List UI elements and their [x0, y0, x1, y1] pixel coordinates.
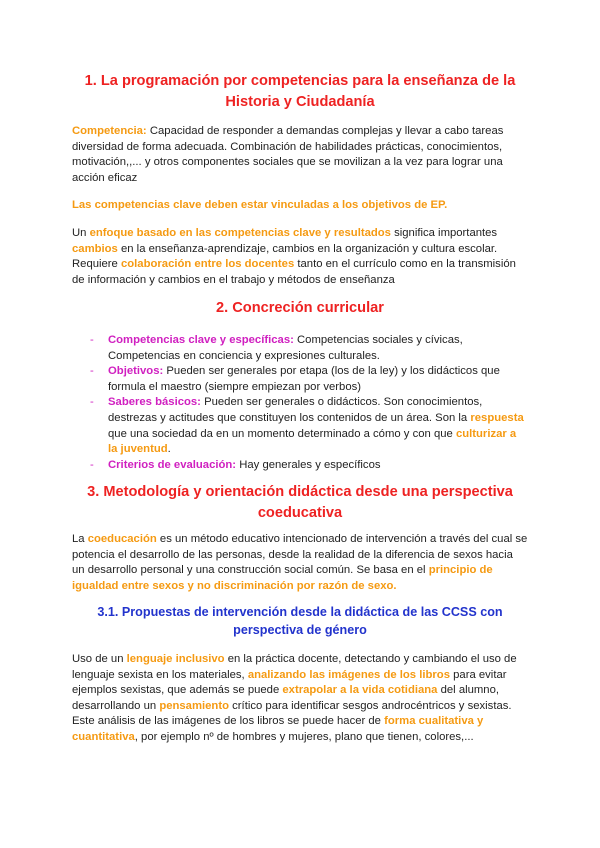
coeducacion-paragraph: [72, 532, 528, 594]
enfoque-highlight-2: cambios: [72, 242, 118, 255]
criterios-text: Hay generales y específicos: [236, 458, 381, 471]
curricular-elements-list: [72, 333, 528, 473]
key-competences-text: Las competencias clave deben estar vinculadas a los objetivos de EP.: [72, 199, 448, 211]
list-bullet: -: [90, 458, 94, 471]
objetivos-text: Pueden ser generales por etapa (los de la ley) y los didácticos que formula el maestro (siempre empiezan por verbos): [108, 365, 500, 393]
list-bullet: -: [90, 396, 94, 409]
section1-title-line1: 1. La programación por competencias para la enseñanza de la: [84, 73, 516, 89]
intervention-highlight-5: forma cualitativa y cuantitativa: [72, 715, 484, 743]
key-competences-statement: [72, 198, 528, 214]
saberes-text-3: .: [167, 443, 171, 456]
intervention-highlight-2: analizando las imágenes de los libros: [247, 668, 450, 681]
competencia-paragraph: [72, 124, 528, 186]
intervention-paragraph: [72, 652, 528, 746]
subsection-title-line1: 3.1. Propuestas de intervención desde la didáctica de las CCSS con: [97, 605, 503, 619]
intervention-text-3: para evitar ejemplos sexistas, que además se puede: [72, 668, 507, 697]
saberes-term: Saberes básicos:: [108, 396, 201, 409]
criterios-term: Criterios de evaluación:: [108, 458, 237, 471]
section1-heading: [72, 71, 528, 113]
section3-heading: [72, 482, 528, 524]
enfoque-text-2: significa importantes: [390, 227, 498, 239]
list-bullet: -: [90, 334, 94, 346]
section3-title-line2: coeducativa: [257, 505, 343, 521]
intervention-text-2: en la práctica docente, detectando y cambiando el uso de lenguaje sexista en los materiales,: [72, 653, 517, 681]
enfoque-text-1: Un: [72, 227, 90, 239]
objetivos-term: Objetivos:: [108, 365, 164, 378]
subsection-title-line2: perspectiva de género: [233, 623, 367, 637]
coeducacion-text-2: es un método educativo intencionado de intervención a través del cual se potencia el desarrollo de las personas, desde la realidad de la diferencia de sexos hacia un desarrollo personal y una construcción social común. Se basa en el: [72, 533, 528, 577]
coeducacion-highlight-1: coeducación: [87, 533, 157, 545]
subsection-3-1-heading: [72, 603, 528, 639]
saberes-highlight-1: respuesta: [470, 411, 524, 424]
list-item: [72, 364, 528, 395]
intervention-text-6: , por ejemplo nº de hombres y mujeres, plano que tienen, colores,...: [134, 730, 474, 743]
enfoque-paragraph: [72, 226, 528, 288]
enfoque-text-3: en la enseñanza-aprendizaje, cambios en la organización y cultura escolar. Requiere: [72, 242, 498, 271]
saberes-text-2: que una sociedad da en un momento determinado a cómo y con que: [108, 427, 456, 440]
competencia-definition: Capacidad de responder a demandas complejas y llevar a cabo tareas diversidad de forma adecuada. Combinación de habilidades prácticas, conocimientos, motivación,,... y otros componentes sociales que se movilizan a la vez para lograr una acción eficaz: [72, 125, 504, 184]
competencias-term: Competencias clave y específicas:: [108, 334, 294, 346]
list-bullet: -: [90, 365, 94, 378]
intervention-text-4: del alumno, desarrollando un: [72, 684, 500, 712]
intervention-text-5: crítico para identificar sesgos androcéntricos y sexistas. Este análisis de las imágenes de los libros se puede hacer de: [72, 699, 512, 728]
intervention-highlight-3: extrapolar a la vida cotidiana: [282, 684, 438, 697]
enfoque-highlight-1: enfoque basado en las competencias clave y resultados: [89, 227, 391, 239]
list-item: [72, 333, 528, 364]
section2-heading: [72, 298, 528, 319]
list-item: [72, 395, 528, 457]
competencia-term: Competencia:: [72, 125, 147, 137]
saberes-highlight-2: culturizar a la juventud: [108, 427, 517, 456]
list-item: [72, 458, 528, 474]
section2-title: 2. Concreción curricular: [216, 300, 384, 316]
saberes-text: Pueden ser generales o didácticos. Son conocimientos, destrezas y actitudes que constituyen los contenidos de un área. Son la: [108, 396, 483, 424]
intervention-highlight-1: lenguaje inclusivo: [126, 653, 225, 665]
section1-title-line2: Historia y Ciudadanía: [225, 94, 375, 110]
enfoque-text-4: tanto en el currículo como en la transmisión de información y cambios en el trabajo y métodos de enseñanza: [72, 258, 516, 286]
section3-title-line1: 3. Metodología y orientación didáctica desde una perspectiva: [87, 484, 513, 500]
competencias-text: Competencias sociales y cívicas, Competencias en conciencia y expresiones culturales.: [108, 334, 463, 362]
enfoque-highlight-3: colaboración entre los docentes: [120, 258, 295, 271]
coeducacion-highlight-2: principio de igualdad entre sexos y no discriminación por razón de sexo.: [72, 564, 493, 592]
coeducacion-text-1: La: [72, 533, 88, 545]
intervention-text-1: Uso de un: [72, 653, 127, 665]
intervention-highlight-4: pensamiento: [159, 699, 229, 712]
